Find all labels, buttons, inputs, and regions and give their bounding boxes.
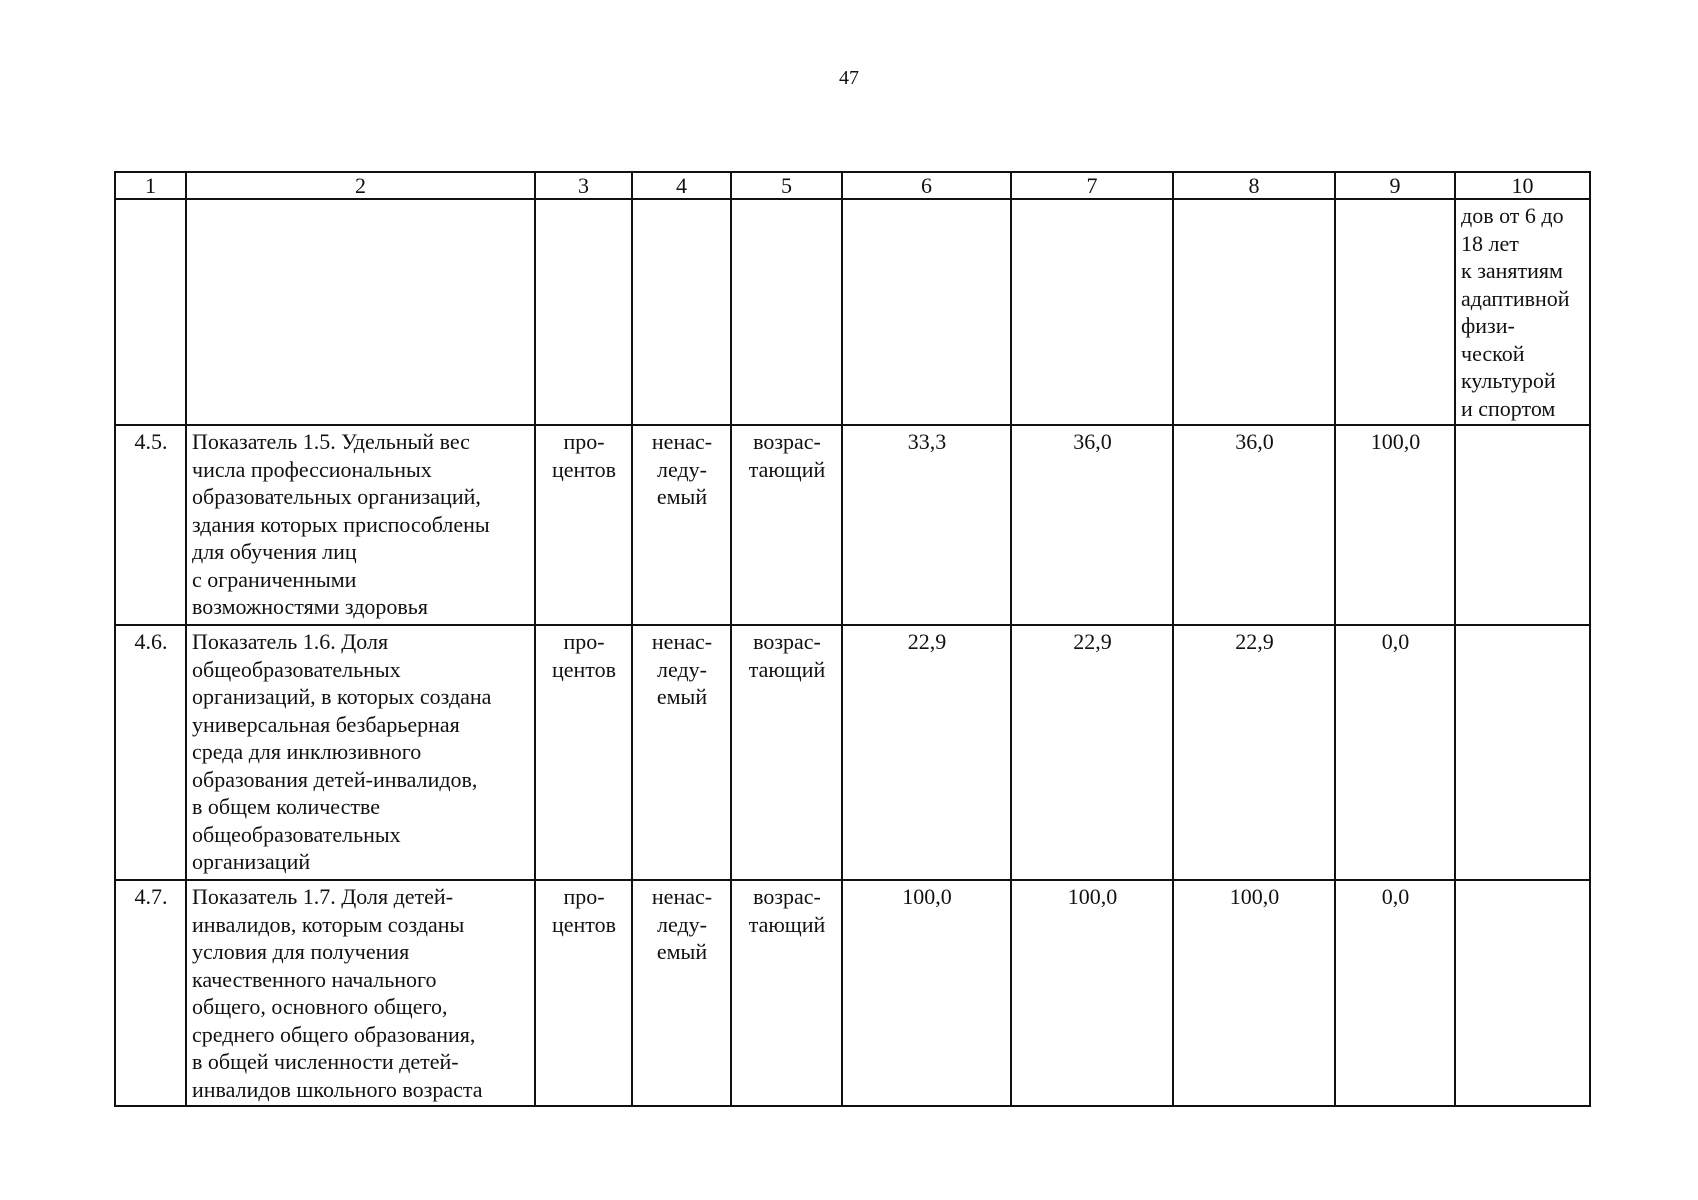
empty-cell — [535, 199, 632, 425]
row-number-cell: 4.5. — [115, 425, 186, 625]
column-header: 9 — [1335, 172, 1455, 199]
note-cell — [1455, 880, 1590, 1106]
row-number-cell: 4.7. — [115, 880, 186, 1106]
indicator-name-cell: Показатель 1.6. Доля общеобразовательных организаций, в которых создана универсальная безбарьерная среда для инклюзивного образования детей-инвалидов, в общем количестве общеобразовательных организаций — [186, 625, 535, 880]
column-header: 3 — [535, 172, 632, 199]
column-header: 6 — [842, 172, 1011, 199]
empty-cell — [115, 199, 186, 425]
row-number-cell: 4.6. — [115, 625, 186, 880]
column-header: 5 — [731, 172, 842, 199]
indicator-type-cell: ненас- леду- емый — [632, 880, 731, 1106]
empty-cell — [1173, 199, 1335, 425]
unit-cell: про- центов — [535, 425, 632, 625]
empty-cell — [1335, 199, 1455, 425]
value-cell-7: 36,0 — [1011, 425, 1173, 625]
indicator-name-cell: Показатель 1.7. Доля детей- инвалидов, которым созданы условия для получения качественного начального общего, основного общего, среднего общего образования, в общей численности детей- инвалидов школьного возраста — [186, 880, 535, 1106]
note-cell — [1455, 625, 1590, 880]
indicator-name-cell: Показатель 1.5. Удельный вес числа профессиональных образовательных организаций, здания которых приспособлены для обучения лиц с ограниченными возможностями здоровья — [186, 425, 535, 625]
table-row — [115, 625, 1590, 880]
empty-cell — [842, 199, 1011, 425]
value-cell-8: 36,0 — [1173, 425, 1335, 625]
empty-cell — [1011, 199, 1173, 425]
unit-cell: про- центов — [535, 625, 632, 880]
value-cell-8: 22,9 — [1173, 625, 1335, 880]
column-header: 4 — [632, 172, 731, 199]
column-header: 1 — [115, 172, 186, 199]
table-row — [115, 880, 1590, 1106]
column-header: 10 — [1455, 172, 1590, 199]
value-cell-7: 100,0 — [1011, 880, 1173, 1106]
value-cell-9: 100,0 — [1335, 425, 1455, 625]
table-row — [115, 425, 1590, 625]
column-header: 2 — [186, 172, 535, 199]
column-header: 7 — [1011, 172, 1173, 199]
note-cell — [1455, 425, 1590, 625]
trend-cell: возрас- тающий — [731, 880, 842, 1106]
column-number-row — [115, 172, 1590, 199]
empty-cell — [731, 199, 842, 425]
value-cell-6: 22,9 — [842, 625, 1011, 880]
value-cell-6: 33,3 — [842, 425, 1011, 625]
value-cell-8: 100,0 — [1173, 880, 1335, 1106]
continuation-note-cell: дов от 6 до 18 лет к занятиям адаптивной физи- ческой культурой и спортом — [1455, 199, 1590, 425]
indicator-type-cell: ненас- леду- емый — [632, 625, 731, 880]
indicator-type-cell: ненас- леду- емый — [632, 425, 731, 625]
column-header: 8 — [1173, 172, 1335, 199]
value-cell-6: 100,0 — [842, 880, 1011, 1106]
empty-cell — [186, 199, 535, 425]
page-number: 47 — [839, 67, 859, 89]
empty-cell — [632, 199, 731, 425]
indicators-table — [114, 171, 1591, 1107]
trend-cell: возрас- тающий — [731, 425, 842, 625]
unit-cell: про- центов — [535, 880, 632, 1106]
value-cell-7: 22,9 — [1011, 625, 1173, 880]
trend-cell: возрас- тающий — [731, 625, 842, 880]
value-cell-9: 0,0 — [1335, 625, 1455, 880]
continuation-row — [115, 199, 1590, 425]
value-cell-9: 0,0 — [1335, 880, 1455, 1106]
